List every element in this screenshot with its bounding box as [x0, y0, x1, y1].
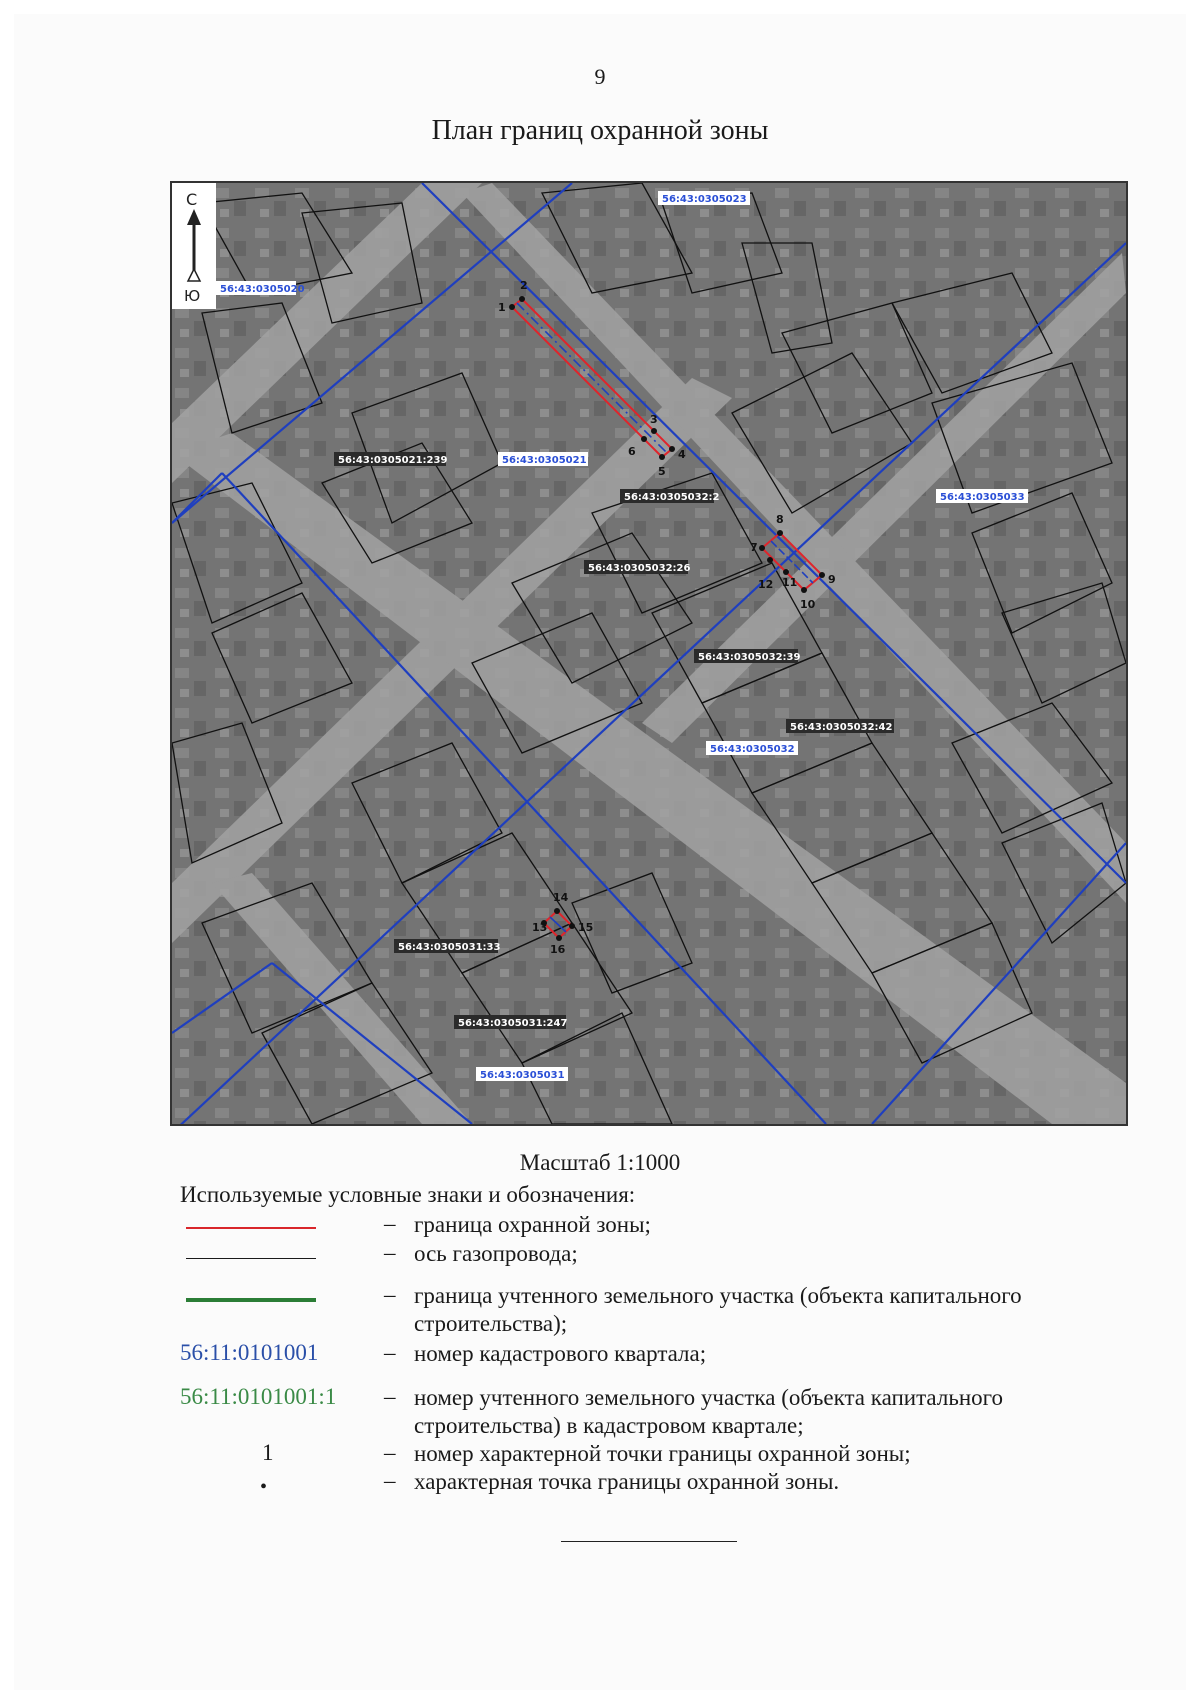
point-marker [556, 935, 562, 941]
black-line-symbol [186, 1258, 316, 1259]
legend-dash: – [384, 1240, 396, 1265]
point-label: 9 [828, 573, 836, 586]
point-label: 10 [800, 598, 816, 611]
map-scale: Масштаб 1:1000 [519, 1150, 681, 1175]
point-label: 11 [782, 576, 798, 589]
page-number: 9 [594, 64, 606, 89]
point-marker [767, 557, 773, 563]
north-label: С [186, 190, 198, 209]
point-marker [759, 545, 765, 551]
closing-rule [561, 1541, 737, 1542]
point-number-sample: 1 [262, 1440, 274, 1465]
parcel-label: 56:43:0305032:39 [698, 652, 801, 663]
page-title: План границ охранной зоны [431, 115, 769, 146]
legend-text: номер учтенного земельного участка (объекта капитального строительства) в кадастровом квартале; [414, 1385, 1003, 1438]
block-label: 56:43:0305031 [480, 1070, 565, 1081]
point-label: 13 [532, 921, 548, 934]
point-marker [659, 454, 665, 460]
point-dot-sample: • [260, 1476, 268, 1498]
point-marker [641, 436, 647, 442]
legend-dash: – [384, 1440, 396, 1465]
legend-text: граница учтенного земельного участка (объекта капитального строительства); [414, 1283, 1022, 1336]
legend-dash: – [384, 1468, 396, 1493]
north-arrow [172, 183, 216, 309]
block-label: 56:43:0305023 [662, 194, 747, 205]
block-number-sample: 56:11:0101001 [180, 1340, 319, 1365]
point-label: 15 [578, 921, 594, 934]
point-marker [777, 530, 783, 536]
legend-dash: – [384, 1340, 396, 1365]
point-marker [669, 446, 675, 452]
parcel-label: 56:43:0305031:33 [398, 942, 501, 953]
legend-text: ось газопровода; [414, 1241, 578, 1266]
parcel-label: 56:43:0305032:42 [790, 722, 893, 733]
point-marker [819, 572, 825, 578]
point-marker [519, 296, 525, 302]
green-line-symbol [186, 1298, 316, 1302]
legend-text: номер характерной точки границы охранной зоны; [414, 1441, 911, 1466]
point-marker [554, 908, 560, 914]
cadastral-map[interactable] [170, 181, 1128, 1126]
legend-text: характерная точка границы охранной зоны. [414, 1469, 840, 1494]
point-marker [651, 428, 657, 434]
block-label: 56:43:0305033 [940, 492, 1025, 503]
point-label: 3 [650, 413, 658, 426]
point-marker [569, 923, 575, 929]
red-line-symbol [186, 1227, 316, 1229]
point-label: 8 [776, 513, 784, 526]
point-label: 2 [520, 279, 528, 292]
point-label: 1 [498, 301, 506, 314]
legend-text: номер кадастрового квартала; [414, 1341, 707, 1366]
parcel-label: 56:43:0305031:247 [458, 1018, 568, 1029]
legend-text: граница охранной зоны; [414, 1212, 651, 1237]
point-label: 6 [628, 445, 636, 458]
point-label: 12 [758, 578, 774, 591]
south-label: Ю [184, 287, 201, 305]
parcel-number-sample: 56:11:0101001:1 [180, 1384, 337, 1409]
point-marker [801, 587, 807, 593]
point-marker [509, 304, 515, 310]
block-label: 56:43:0305032 [710, 744, 795, 755]
legend-dash: – [384, 1384, 396, 1409]
point-label: 14 [553, 891, 569, 904]
point-marker [783, 569, 789, 575]
point-label: 5 [658, 465, 666, 478]
point-label: 7 [750, 541, 758, 554]
parcel-label: 56:43:0305032:2 [624, 492, 720, 503]
legend-heading: Используемые условные знаки и обозначения: [180, 1182, 636, 1207]
block-label: 56:43:0305020 [220, 284, 305, 295]
legend-dash: – [384, 1282, 396, 1307]
legend-dash: – [384, 1211, 396, 1236]
parcel-label: 56:43:0305021:239 [338, 455, 448, 466]
parcel-label: 56:43:0305032:26 [588, 563, 691, 574]
block-label: 56:43:0305021 [502, 455, 587, 466]
point-label: 4 [678, 448, 686, 461]
point-label: 16 [550, 943, 566, 956]
